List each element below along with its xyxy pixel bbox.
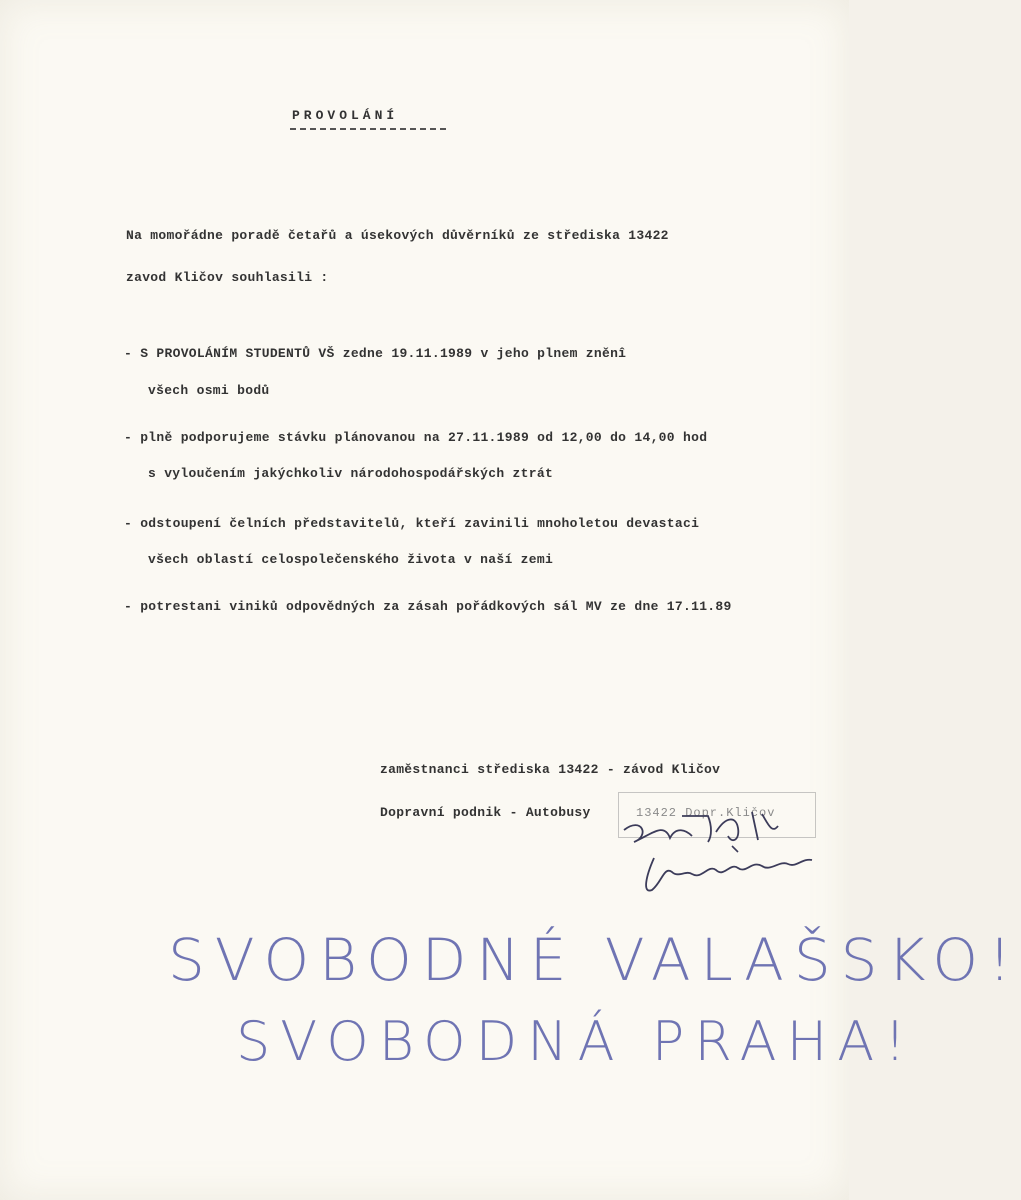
item-1-line-1: - S PROVOLÁNÍM STUDENTŮ VŠ zedne 19.11.1989 v jeho plnem zněnî — [124, 346, 627, 361]
item-2-line-2: s vyloučením jakýchkoliv národohospodářských ztrát — [148, 466, 554, 481]
handwritten-line-1: SVOBODNÉ VALAŠSKO! — [168, 926, 1021, 994]
handwritten-line-2: SVOBODNÁ PRAHA! — [236, 1010, 916, 1073]
item-3-line-2: všech oblastí celospolečenského života v naší zemi — [148, 552, 554, 567]
handwritten-signature — [612, 786, 822, 906]
stamp-text: 13422 Dopr.Kličov — [636, 806, 776, 820]
item-4-line-1: - potrestani viniků odpovědných za zásah pořádkových sál MV ze dne 17.11.89 — [124, 599, 732, 614]
footer-line-2: Dopravní podnik - Autobusy — [380, 805, 591, 820]
item-1-line-2: všech osmi bodů — [148, 383, 270, 398]
item-2-line-1: - plně podporujeme stávku plánovanou na 27.11.1989 od 12,00 do 14,00 hod — [124, 430, 708, 445]
document-title: PROVOLÁNÍ — [292, 108, 399, 123]
intro-line-2: zavod Kličov souhlasili : — [126, 270, 329, 285]
item-3-line-1: - odstoupení čelních představitelů, kteří zavinili mnoholetou devastaci — [124, 516, 700, 531]
intro-line-1: Na momořádne poradě četařů a úsekových důvěrníků ze střediska 13422 — [126, 228, 669, 243]
footer-line-1: zaměstnanci střediska 13422 - závod Kličov — [380, 762, 721, 777]
title-underline — [290, 128, 446, 130]
